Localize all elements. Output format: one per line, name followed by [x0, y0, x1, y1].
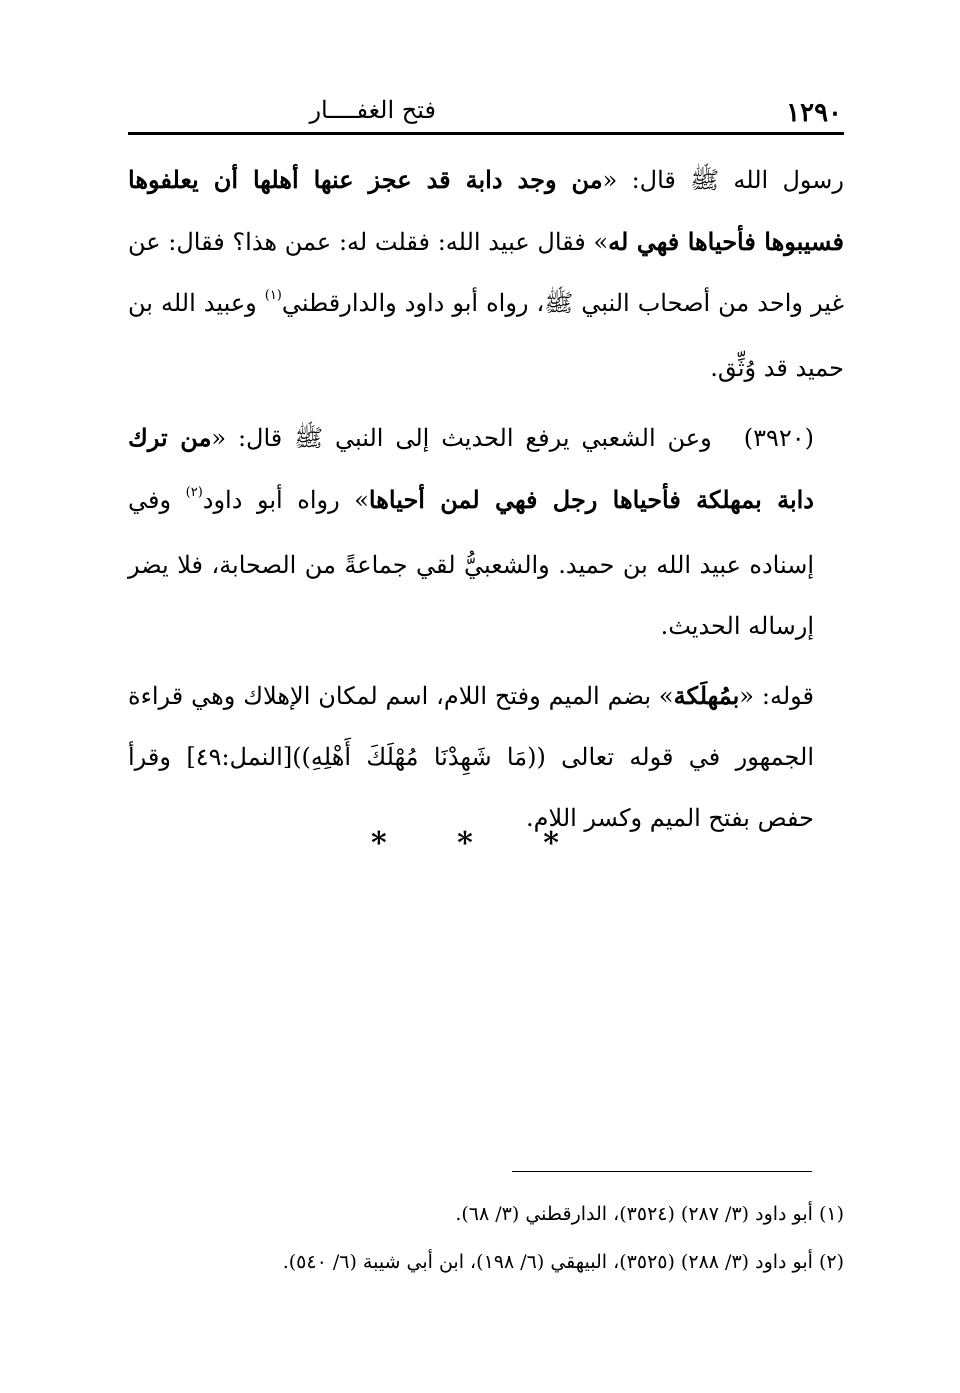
- running-header: [128, 88, 844, 135]
- page-number: ١٢٩٠: [786, 98, 842, 128]
- footnote-divider: [512, 1171, 812, 1172]
- glossed-word: بمُهلَكة: [673, 681, 740, 710]
- paragraph-3: [128, 665, 844, 849]
- hadith-number: (٣٩٢٠): [743, 424, 814, 452]
- footnotes: [128, 1190, 844, 1286]
- paragraph-1: [128, 149, 844, 399]
- text-run: وعن الشعبي يرفع الحديث إلى النبي ﷺ قال: «: [211, 424, 712, 452]
- hadith-quote: من وجد دابة قد عجز عنها أهلها أن يعلفوها فسيبوها فأحياها فهي له: [128, 165, 844, 256]
- text-run: » رواه أبو داود: [202, 486, 369, 514]
- footnote-1: (١) أبو داود (٣/ ٢٨٧) (٣٥٢٤)، الدارقطني (٣/ ٦٨).: [455, 1203, 844, 1225]
- hadith-quote: من ترك دابة بمهلكة فأحياها رجل فهي لمن أحياها: [128, 423, 814, 514]
- footnote-ref-1: (١): [264, 288, 282, 303]
- book-title: فتح الغفــــار: [309, 96, 436, 124]
- text-run: » بضم الميم وفتح اللام، اسم لمكان الإهلاك وهي قراءة الجمهور في قوله تعالى ((مَا شَهِدْنَا مُهْلَكَ أَهْلِهِ))[النمل:٤٩] وقرأ حفص بفتح الميم وكسر اللام.: [128, 682, 815, 832]
- page-content: [128, 88, 844, 857]
- paragraph-2: [128, 407, 844, 657]
- text-run: » فقال عبيد الله: فقلت له: عمن هذا؟ فقال: عن غير واحد من أصحاب النبي ﷺ، رواه أبو داود والدارقطني: [128, 228, 844, 317]
- body-text: [128, 149, 844, 849]
- footnote-ref-2: (٢): [185, 485, 203, 500]
- text-run: قوله: «: [739, 682, 814, 710]
- text-run: وعبيد الله بن حميد قد وُثِّق.: [128, 289, 844, 382]
- text-run: رسول الله ﷺ قال: «: [602, 166, 845, 194]
- footnote-2: (٢) أبو داود (٣/ ٢٨٨) (٣٥٢٥)، البيهقي (٦/ ١٩٨)، ابن أبي شيبة (٦/ ٥٤٠).: [282, 1251, 844, 1273]
- text-run: وفي إسناده عبيد الله بن حميد. والشعبيُّ لقي جماعةً من الصحابة، فلا يضر إرساله الحديث.: [128, 486, 814, 640]
- section-separator: * * *: [371, 826, 589, 861]
